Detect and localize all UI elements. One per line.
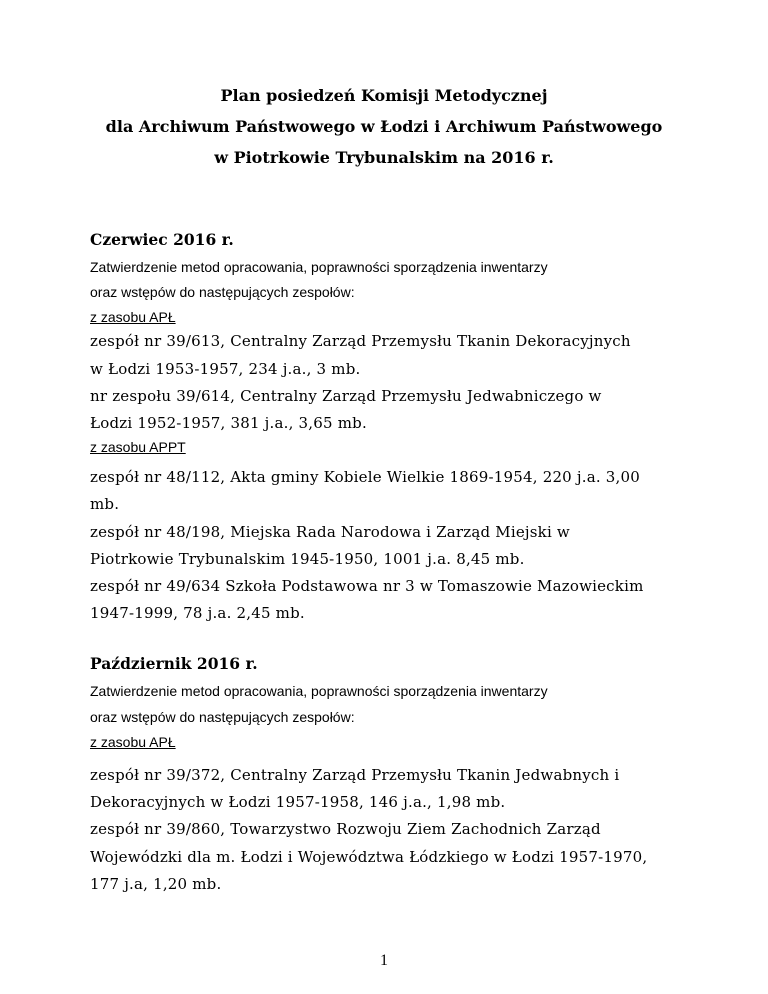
record-line: Dekoracyjnych w Łodzi 1957-1958, 146 j.a., 1,98 mb. [90,793,506,811]
record-line: 1947-1999, 78 j.a. 2,45 mb. [90,604,305,622]
section-intro-line-1: Zatwierdzenie metod opracowania, poprawności sporządzenia inwentarzy [90,259,548,275]
source-label-apl: z zasobu APŁ [90,734,176,750]
source-label-appt: z zasobu APPT [90,439,186,455]
record-line: zespół nr 39/372, Centralny Zarząd Przemysłu Tkanin Jedwabnych i [90,766,620,784]
record-line: w Łodzi 1953-1957, 234 j.a., 3 mb. [90,360,361,378]
record-line: Piotrkowie Trybunalskim 1945-1950, 1001 j.a. 8,45 mb. [90,550,525,568]
source-label-apl: z zasobu APŁ [90,309,176,325]
document-title-line-2: dla Archiwum Państwowego w Łodzi i Archiwum Państwowego [105,117,663,136]
record-line: zespół nr 39/860, Towarzystwo Rozwoju Ziem Zachodnich Zarząd [90,820,601,838]
section-heading-october: Październik 2016 r. [90,654,258,673]
section-intro-line-2: oraz wstępów do następujących zespołów: [90,709,355,725]
record-line: zespół nr 49/634 Szkoła Podstawowa nr 3 w Tomaszowie Mazowieckim [90,577,644,595]
document-title-line-3: w Piotrkowie Trybunalskim na 2016 r. [214,148,554,167]
section-heading-june: Czerwiec 2016 r. [90,230,234,249]
section-intro-line-2: oraz wstępów do następujących zespołów: [90,284,355,300]
page-number: 1 [380,952,388,969]
record-line: mb. [90,495,120,513]
section-intro-line-1: Zatwierdzenie metod opracowania, poprawności sporządzenia inwentarzy [90,683,548,699]
record-line: nr zespołu 39/614, Centralny Zarząd Przemysłu Jedwabniczego w [90,387,602,405]
record-line: zespół nr 39/613, Centralny Zarząd Przemysłu Tkanin Dekoracyjnych [90,332,631,350]
record-line: zespół nr 48/112, Akta gminy Kobiele Wielkie 1869-1954, 220 j.a. 3,00 [90,468,640,486]
record-line: zespół nr 48/198, Miejska Rada Narodowa i Zarząd Miejski w [90,523,570,541]
document-title-line-1: Plan posiedzeń Komisji Metodycznej [220,86,548,105]
record-line: Łodzi 1952-1957, 381 j.a., 3,65 mb. [90,414,367,432]
record-line: 177 j.a, 1,20 mb. [90,875,222,893]
record-line: Wojewódzki dla m. Łodzi i Województwa Łódzkiego w Łodzi 1957-1970, [90,848,648,866]
